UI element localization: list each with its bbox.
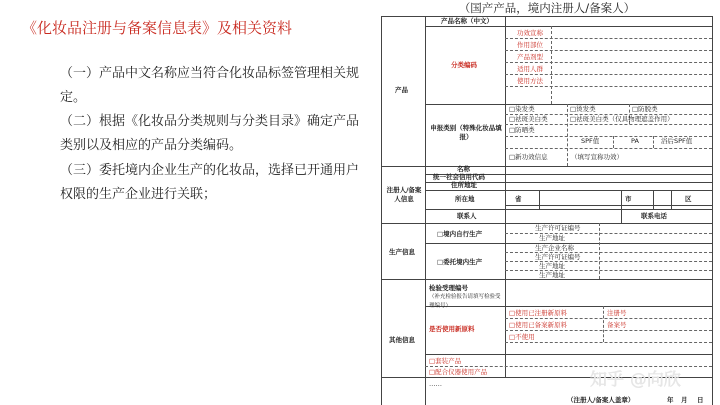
paragraph-2: （二）根据《化妆品分类规则与分类目录》确定产品类别以及相应的产品分类编码。 (60, 114, 360, 153)
self-address-label: 生产地址 (539, 234, 565, 242)
date-month: 月 (681, 396, 688, 404)
declare-type-label: 申报类别（特殊化妆品填报） (430, 124, 502, 141)
opt-whitening-physical[interactable]: □祛斑美白类（仅具物理遮盖作用） (570, 115, 674, 123)
opt-whitening[interactable]: □祛斑美白类 (509, 115, 548, 123)
self-production-option[interactable]: □境内自行生产 (437, 230, 483, 238)
province-label: 省 (515, 195, 522, 203)
location-label: 所在地 (455, 195, 475, 203)
section-product-label: 产品 (395, 86, 408, 94)
date-year: 年 (667, 396, 674, 404)
section-other-label: 其他信息 (389, 336, 415, 344)
opt-hair-dye[interactable]: □染发类 (509, 105, 535, 113)
opt-sunscreen[interactable]: □防晒类 (509, 126, 535, 134)
date-day: 日 (697, 396, 704, 404)
opt-filed-material[interactable]: □使用已备案新原料 (509, 321, 568, 329)
phone-label: 联系电话 (641, 212, 667, 220)
new-material-label: 是否使用新原料 (429, 325, 475, 333)
category-item-dosage: 产品剂型 (517, 53, 543, 61)
slide-title: 《化妆品注册与备案信息表》及相关资料 (22, 19, 293, 37)
watermark: 知乎 @向欣 (590, 370, 681, 390)
opt-registered-material[interactable]: □使用已注册新原料 (509, 309, 568, 317)
opt-anti-hairloss[interactable]: □防脱类 (632, 105, 658, 113)
category-item-population: 适用人群 (517, 65, 543, 73)
product-name-label: 产品名称（中文） (441, 17, 493, 25)
reg-cert-label: 注册号 (607, 309, 627, 317)
category-item-usage: 使用方法 (517, 77, 543, 85)
registrant-name-label: 名称 (457, 165, 470, 173)
registration-form (381, 16, 713, 405)
ellipsis: …… (429, 380, 442, 388)
entrusted-license-no-label: 生产许可证编号 (535, 253, 581, 261)
category-item-site: 作用部位 (517, 41, 543, 49)
entrusted-address-label-1: 生产地址 (539, 262, 565, 270)
category-code-label: 分类编码 (451, 61, 477, 69)
entrusted-address-label-2: 生产地址 (539, 271, 565, 279)
opt-device-product[interactable]: □配合仪器使用产品 (429, 368, 488, 376)
section-registrant-label: 注册人/备案人信息 (386, 186, 422, 203)
self-license-no-label: 生产许可证编号 (535, 224, 581, 232)
address-label: 住所地址 (451, 181, 477, 189)
district-label: 区 (685, 195, 692, 203)
filing-no-label: 备案号 (607, 321, 627, 329)
opt-kit-product[interactable]: □套装产品 (429, 357, 462, 365)
city-label: 市 (625, 195, 632, 203)
test-no-note: （补充检验报告请填写检验受理编号） (429, 294, 501, 309)
signature-label: （注册人/备案人盖章） (567, 396, 635, 404)
category-item-efficacy: 功效宣称 (517, 29, 543, 37)
opt-perm[interactable]: □烫发类 (570, 105, 596, 113)
entrusted-production-option[interactable]: □委托境内生产 (437, 258, 483, 266)
form-caption: （国产产品，境内注册人/备案人） (458, 1, 636, 15)
paragraph-3: （三）委托境内企业生产的化妆品，选择已开通用户权限的生产企业进行关联； (60, 163, 360, 202)
spf-label: SPF值 (581, 137, 600, 145)
section-production-label: 生产信息 (389, 248, 415, 256)
test-no-label: 检验受理编号 (429, 284, 468, 292)
contact-label: 联系人 (457, 212, 477, 220)
post-bath-spf-label: 浴后SPF值 (661, 137, 693, 145)
paragraph-1: （一）产品中文名称应当符合化妆品标签管理相关规定。 (60, 66, 360, 105)
new-efficacy-hint: （填写宣称功效） (571, 153, 623, 161)
opt-new-efficacy[interactable]: □新功效信息 (509, 153, 548, 161)
credit-code-label: 统一社会信用代码 (433, 173, 485, 181)
pa-label: PA (631, 137, 639, 145)
opt-no-new-material[interactable]: □不使用 (509, 333, 535, 341)
entrusted-company-label: 生产企业名称 (535, 244, 574, 252)
